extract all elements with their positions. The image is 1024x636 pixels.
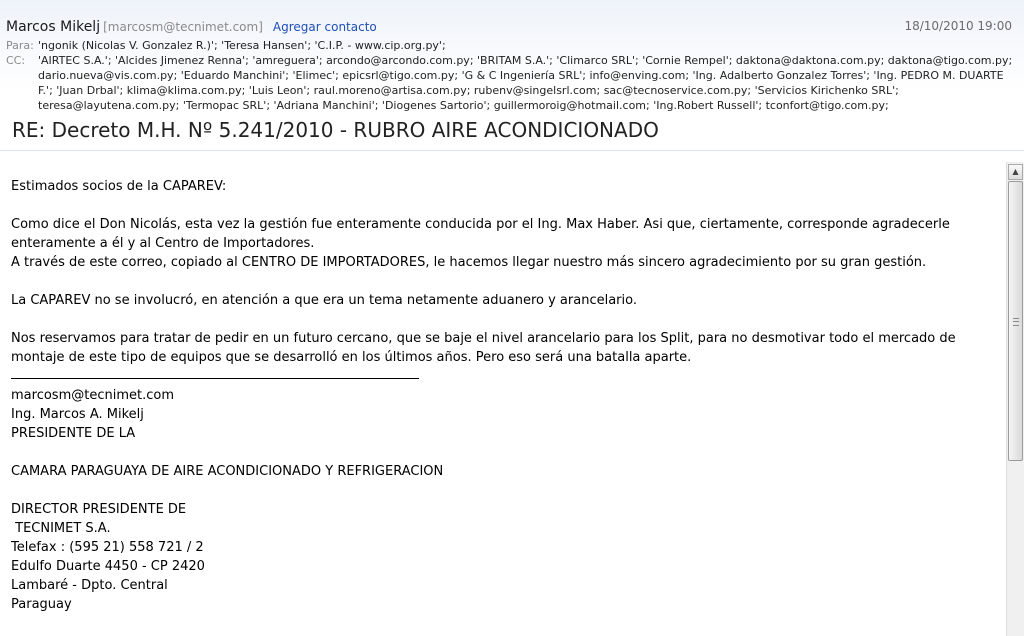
signature-country: Paraguay xyxy=(11,597,72,612)
to-row xyxy=(6,38,1018,53)
to-recipients[interactable]: 'ngonik (Nicolas V. Gonzalez R.)'; 'Teresa Hansen'; 'C.I.P. - www.cip.org.py'; xyxy=(38,39,446,52)
from-line xyxy=(6,16,377,34)
paragraph-2: La CAPAREV no se involucró, en atención a que era un tema netamente aduanero y arancelario. xyxy=(11,293,637,308)
signature-phone: Telefax : (595 21) 558 721 / 2 xyxy=(11,540,204,555)
greeting: Estimados socios de la CAPAREV: xyxy=(11,179,227,194)
message-subject: RE: Decreto M.H. Nº 5.241/2010 - RUBRO AIRE ACONDICIONADO xyxy=(12,118,659,142)
paragraph-3: Nos reservamos para tratar de pedir en un futuro cercano, que se baje el nivel arancelario para los Split, para no desmotivar todo el mercado de montaje de este tipo de equipos que se desarrolló en los últimos años. Pero eso será una batalla aparte. xyxy=(11,331,956,365)
vertical-scrollbar[interactable] xyxy=(1006,162,1024,636)
cc-row xyxy=(6,53,1018,113)
signature-name: Ing. Marcos A. Mikelj xyxy=(11,407,144,422)
sent-date: 18/10/2010 19:00 xyxy=(904,19,1012,33)
message-body[interactable] xyxy=(0,160,1006,636)
sender-email: [marcosm@tecnimet.com] xyxy=(103,20,263,34)
to-label: Para: xyxy=(6,39,34,52)
paragraph-1b: A través de este correo, copiado al CENTRO DE IMPORTADORES, le hacemos llegar nuestro más sincero agradecimiento por su gran gestión. xyxy=(11,255,927,270)
signature-email[interactable]: marcosm@tecnimet.com xyxy=(11,388,174,403)
cc-recipients[interactable]: 'AIRTEC S.A.'; 'Alcides Jimenez Renna'; 'amreguera'; arcondo@arcondo.com.py; 'BRITAM S.A.'; 'Climarco SRL'; 'Cornie Rempel'; daktona@daktona.com.py; daktona@tigo.com.py; dario.nueva@vis.com.py; 'Eduardo Manchini'; 'Elimec'; epicsrl@tigo.com.py; 'G & C Ingeniería SRL'; info@enving.com; 'Ing. Adalberto Gonzalez Torres'; 'Ing. PEDRO M. DUARTE F.'; 'Juan Drbal'; klima@klima.com.py; 'Luis Leon'; raul.moreno@artisa.com.py; rubenv@singelsrl.com; sac@tecnoservice.com.py; 'Servicios Kirichenko SRL'; teresa@layutena.com.py; 'Termopac SRL'; 'Adriana Manchini'; 'Diogenes Sartorio'; guillermoroig@hotmail.com; 'Ing.Robert Russell'; tconfort@tigo.com.py; xyxy=(38,54,1013,112)
scrollbar-thumb[interactable] xyxy=(1008,181,1023,461)
signature-org-1: CAMARA PARAGUAYA DE AIRE ACONDICIONADO Y REFRIGERACION xyxy=(11,464,444,479)
cc-label: CC: xyxy=(6,54,26,67)
sender-name[interactable]: Marcos Mikelj xyxy=(6,19,101,35)
signature-address: Edulfo Duarte 4450 - CP 2420 xyxy=(11,559,205,574)
up-arrow-icon[interactable]: ▲ xyxy=(1008,164,1023,180)
message-header xyxy=(0,0,1024,151)
paragraph-1: Como dice el Don Nicolás, esta vez la gestión fue enteramente conducida por el Ing. Max Haber. Asi que, ciertamente, corresponde agradecerle enteramente a él y al Centro de Importadores. xyxy=(11,217,950,251)
signature-city: Lambaré - Dpto. Central xyxy=(11,578,168,593)
add-contact-link[interactable]: Agregar contacto xyxy=(272,20,377,34)
signature-org-2: TECNIMET S.A. xyxy=(11,521,111,536)
signature-divider xyxy=(11,378,419,379)
signature-title-1: PRESIDENTE DE LA xyxy=(11,426,136,441)
grip-icon xyxy=(1013,318,1019,326)
message-body-text xyxy=(11,177,996,614)
signature-title-2: DIRECTOR PRESIDENTE DE xyxy=(11,502,187,517)
